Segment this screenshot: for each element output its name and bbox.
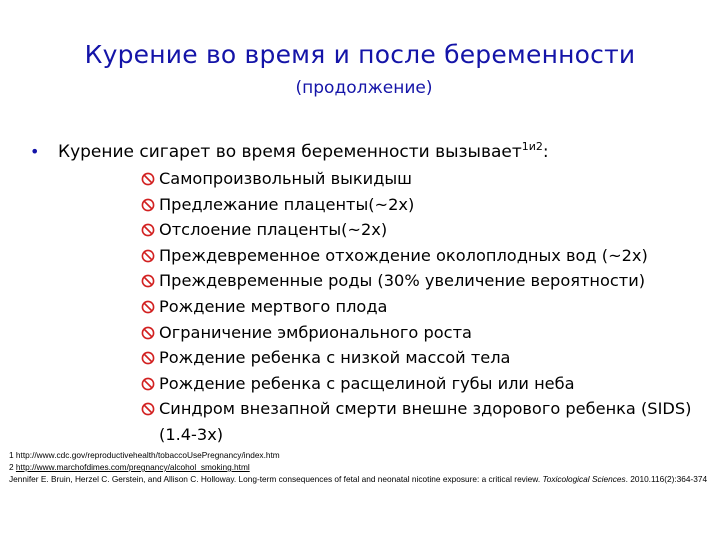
no-symbol-icon [141,351,155,365]
effects-list [141,166,711,448]
references [9,449,709,485]
list-item [141,217,711,243]
reference-1: 1 http://www.cdc.gov/reproductivehealth/tobaccoUsePregnancy/index.htm [9,450,280,460]
effect-text: Синдром внезапной смерти внешне здорового ребенка (SIDS) (1.4-3x) [159,399,692,444]
effect-text: Рождение ребенка с низкой массой тела [159,348,511,368]
no-symbol-icon [141,326,155,340]
effect-text: Рождение ребенка с расщелиной губы или неба [159,373,575,393]
no-symbol-icon [141,249,155,263]
effect-text: Преждевременные роды (30% увеличение вероятности) [159,271,646,291]
effect-text: Отслоение плаценты(~2x) [159,220,388,240]
list-item [141,345,711,371]
no-symbol-icon [141,377,155,391]
no-symbol-icon [141,402,155,416]
reference-2-link[interactable]: http://www.marchofdimes.com/pregnancy/alcohol_smoking.html [15,462,250,472]
main-bullet-colon: : [542,142,549,162]
list-item [141,294,711,320]
reference-3-tail: . 2010.116(2):364-374 [625,474,708,484]
main-bullet [30,140,549,162]
reference-3-authors: Jennifer E. Bruin, Herzel C. Gerstein, and Allison C. Holloway. Long-term consequences of fetal and neonatal nicotine exposure: a critical review. [9,474,543,484]
list-item [141,243,711,269]
list-item [141,166,711,192]
slide-title: Курение во время и после беременности [84,40,636,69]
list-item [141,192,711,218]
reference-3-journal: Toxicological Sciences [542,474,626,484]
effect-text: Предлежание плаценты(~2x) [159,194,415,214]
reference-2-number: 2 [9,462,16,472]
list-item [141,320,711,346]
effect-text: Рождение мертвого плода [159,296,388,316]
slide-subtitle: (продолжение) [295,78,433,98]
effect-text: Ограничение эмбрионального роста [159,322,472,342]
no-symbol-icon [141,172,155,186]
list-item [141,371,711,397]
list-item [141,396,711,447]
no-symbol-icon [141,198,155,212]
effect-text: Преждевременное отхождение околоплодных вод (~2x) [159,245,648,265]
list-item [141,268,711,294]
no-symbol-icon [141,274,155,288]
no-symbol-icon [141,300,155,314]
effect-text: Самопроизвольный выкидыш [159,169,412,188]
reference-2 [9,461,709,473]
no-symbol-icon [141,223,155,237]
reference-3 [9,473,709,485]
bullet-dot-icon: • [30,142,40,161]
main-bullet-text: Курение сигарет во время беременности вызывает [58,142,522,162]
main-bullet-superscript: 1и2 [521,140,543,153]
